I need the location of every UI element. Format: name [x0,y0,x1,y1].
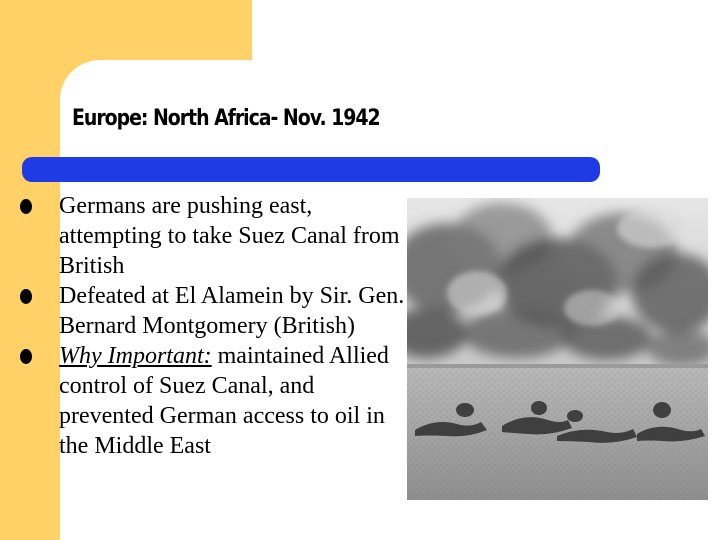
bullet-text [59,341,410,461]
why-important-label: Why Important: [59,343,212,369]
bullet-dot-icon [20,199,32,214]
bullet-dot-icon [20,349,32,364]
bullet-item [20,191,410,281]
title-underline-bar [22,157,600,182]
bullet-dot-icon [20,289,32,304]
bullet-item [20,281,410,341]
bullet-item [20,341,410,461]
desert-battle-photo [407,198,708,500]
bullet-text: Defeated at El Alamein by Sir. Gen. Bernard Montgomery (British) [59,283,405,339]
bullet-list [20,191,410,461]
bullet-text: Germans are pushing east, attempting to take Suez Canal from British [59,193,400,279]
why-important-text: maintained Allied control of Suez Canal, and prevented German access to oil in the Middle East [59,343,389,459]
slide-title: Europe: North Africa- Nov. 1942 [72,106,380,131]
